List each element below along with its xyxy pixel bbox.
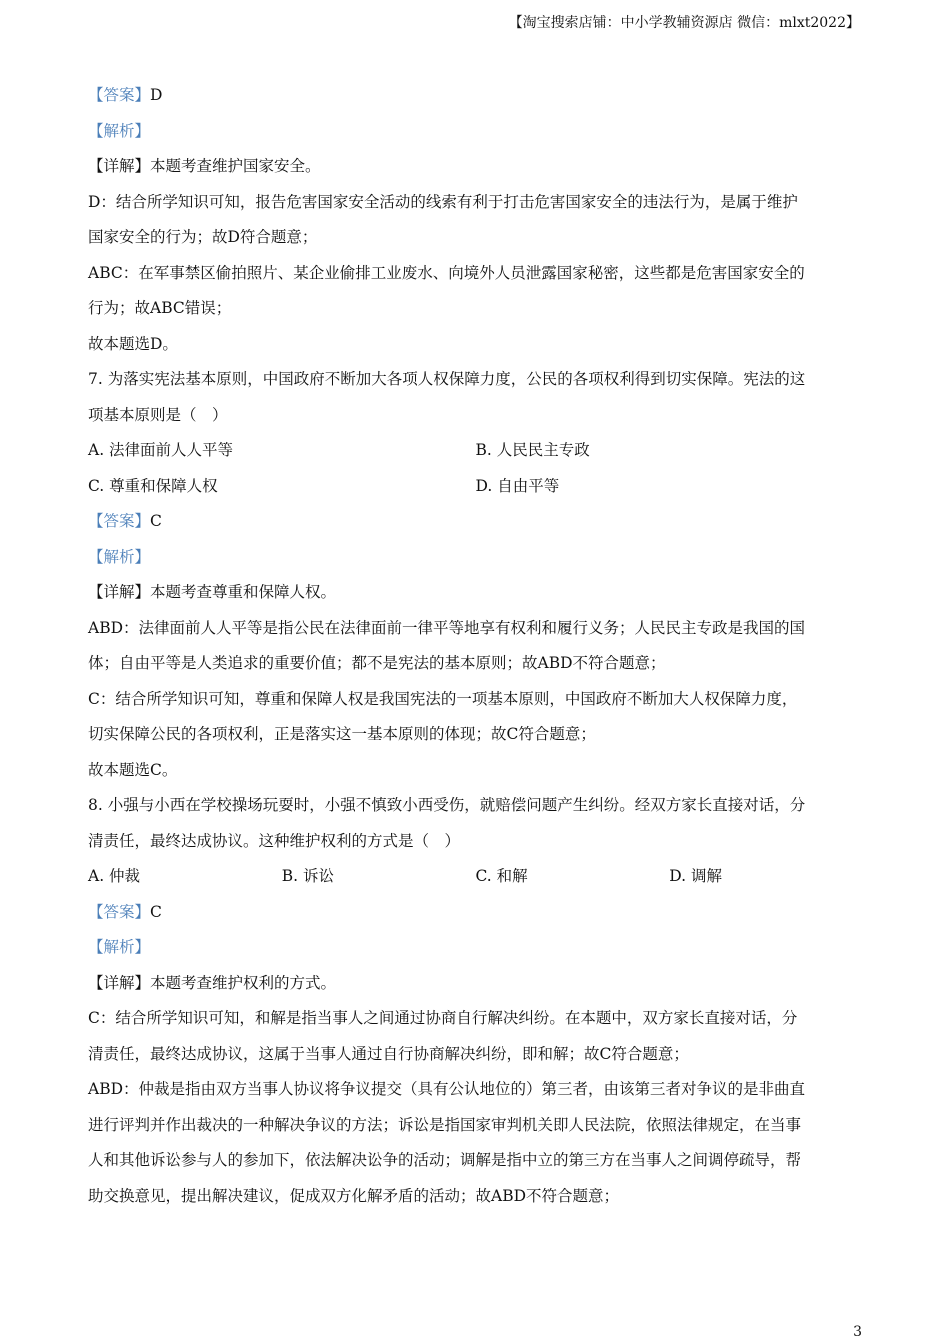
q7-stem: 7. 为落实宪法基本原则，中国政府不断加大各项人权保障力度，公民的各项权利得到切实保障。宪法的这 (88, 370, 806, 388)
q7-options-row (88, 469, 863, 505)
answer-tag: 【答案】 (88, 902, 151, 921)
page-number: 3 (853, 1324, 862, 1340)
q8-explanation-line: 人和其他诉讼参与人的参加下，依法解决讼争的活动；调解是指中立的第三方在当事人之间调停疏导，帮 (88, 1151, 802, 1169)
q6-detail-line (88, 149, 863, 185)
page-header: 【淘宝搜索店铺：中小学教辅资源店 微信：mlxt2022】 (508, 15, 860, 31)
q8-answer: C (150, 902, 162, 921)
q8-option-d: D. 调解 (669, 867, 722, 885)
q7-answer: C (150, 512, 162, 530)
q8-explanation-line: ABD：仲裁是指由双方当事人协议将争议提交（具有公认地位的）第三者，由该第三者对争议的是非曲直 (88, 1080, 806, 1098)
q8-option-c: C. 和解 (475, 867, 528, 885)
q6-answer-line (88, 78, 863, 114)
q8-explanation-line: 进行评判并作出裁决的一种解决争议的方法；诉讼是指国家审判机关即人民法院，依照法律规定，在当事 (88, 1115, 802, 1134)
detail-tag: 【详解】 (88, 583, 151, 601)
q6-explanation-line: D：结合所学知识可知，报告危害国家安全活动的线索有利于打击危害国家安全的违法行为，是属于维护 (88, 192, 798, 211)
q8-detail: 本题考查维护权利的方式。 (150, 973, 337, 992)
q7-explanation-line: 体；自由平等是人类追求的重要价值；都不是宪法的基本原则；故ABD不符合题意； (88, 654, 666, 672)
q6-detail: 本题考查维护国家安全。 (150, 157, 321, 175)
q7-analysis-tag: 【解析】 (88, 547, 151, 566)
q7-explanation-line: C：结合所学知识可知，尊重和保障人权是我国宪法的一项基本原则，中国政府不断加大人权保障力度， (88, 689, 798, 708)
q8-option-a: A. 仲裁 (88, 867, 141, 885)
q7-explanation-line: ABD：法律面前人人平等是指公民在法律面前一律平等地享有权利和履行义务；人民民主专政是我国的国 (88, 618, 806, 637)
q7-option-b: B. 人民民主专政 (475, 441, 590, 459)
q8-stem: 8. 小强与小西在学校操场玩耍时，小强不慎致小西受伤，就赔偿问题产生纠纷。经双方家长直接对话，分 (88, 796, 806, 814)
q7-answer-line (88, 504, 863, 540)
q7-stem: 项基本原则是（ ） (88, 405, 228, 424)
q7-options-row (88, 433, 863, 469)
q7-detail-line (88, 575, 863, 611)
q6-answer: D (150, 86, 163, 104)
q7-explanation-line: 故本题选C。 (88, 760, 178, 779)
document-body (88, 78, 863, 1214)
q8-options-row (88, 859, 863, 895)
q6-explanation-line: 故本题选D。 (88, 334, 178, 353)
detail-tag: 【详解】 (88, 157, 151, 175)
q7-detail: 本题考查尊重和保障人权。 (150, 583, 337, 601)
answer-tag: 【答案】 (88, 86, 151, 104)
q7-option-d: D. 自由平等 (475, 476, 560, 495)
q6-explanation-line: ABC：在军事禁区偷拍照片、某企业偷排工业废水、向境外人员泄露国家秘密，这些都是危害国家安全的 (88, 263, 805, 282)
q7-explanation-line: 切实保障公民的各项权利，正是落实这一基本原则的体现；故C符合题意； (88, 725, 596, 743)
q8-explanation-line: C：结合所学知识可知，和解是指当事人之间通过协商自行解决纠纷。在本题中，双方家长直接对话，分 (88, 1009, 798, 1027)
q7-option-c: C. 尊重和保障人权 (88, 476, 218, 495)
q6-explanation-line: 国家安全的行为；故D符合题意； (88, 228, 318, 246)
q8-detail-line (88, 966, 863, 1002)
q8-analysis-tag: 【解析】 (88, 938, 151, 956)
q8-option-b: B. 诉讼 (281, 867, 334, 885)
q8-stem: 清责任，最终达成协议。这种维护权利的方式是（ ） (88, 831, 461, 850)
q7-option-a: A. 法律面前人人平等 (88, 441, 234, 459)
q6-analysis-tag: 【解析】 (88, 121, 151, 140)
q8-explanation-line: 助交换意见，提出解决建议，促成双方化解矛盾的活动；故ABD不符合题意； (88, 1186, 620, 1205)
q8-answer-line (88, 895, 863, 931)
answer-tag: 【答案】 (88, 512, 151, 530)
q8-explanation-line: 清责任，最终达成协议，这属于当事人通过自行协商解决纠纷，即和解；故C符合题意； (88, 1044, 689, 1063)
detail-tag: 【详解】 (88, 973, 151, 992)
q6-explanation-line: 行为；故ABC错误； (88, 299, 232, 317)
